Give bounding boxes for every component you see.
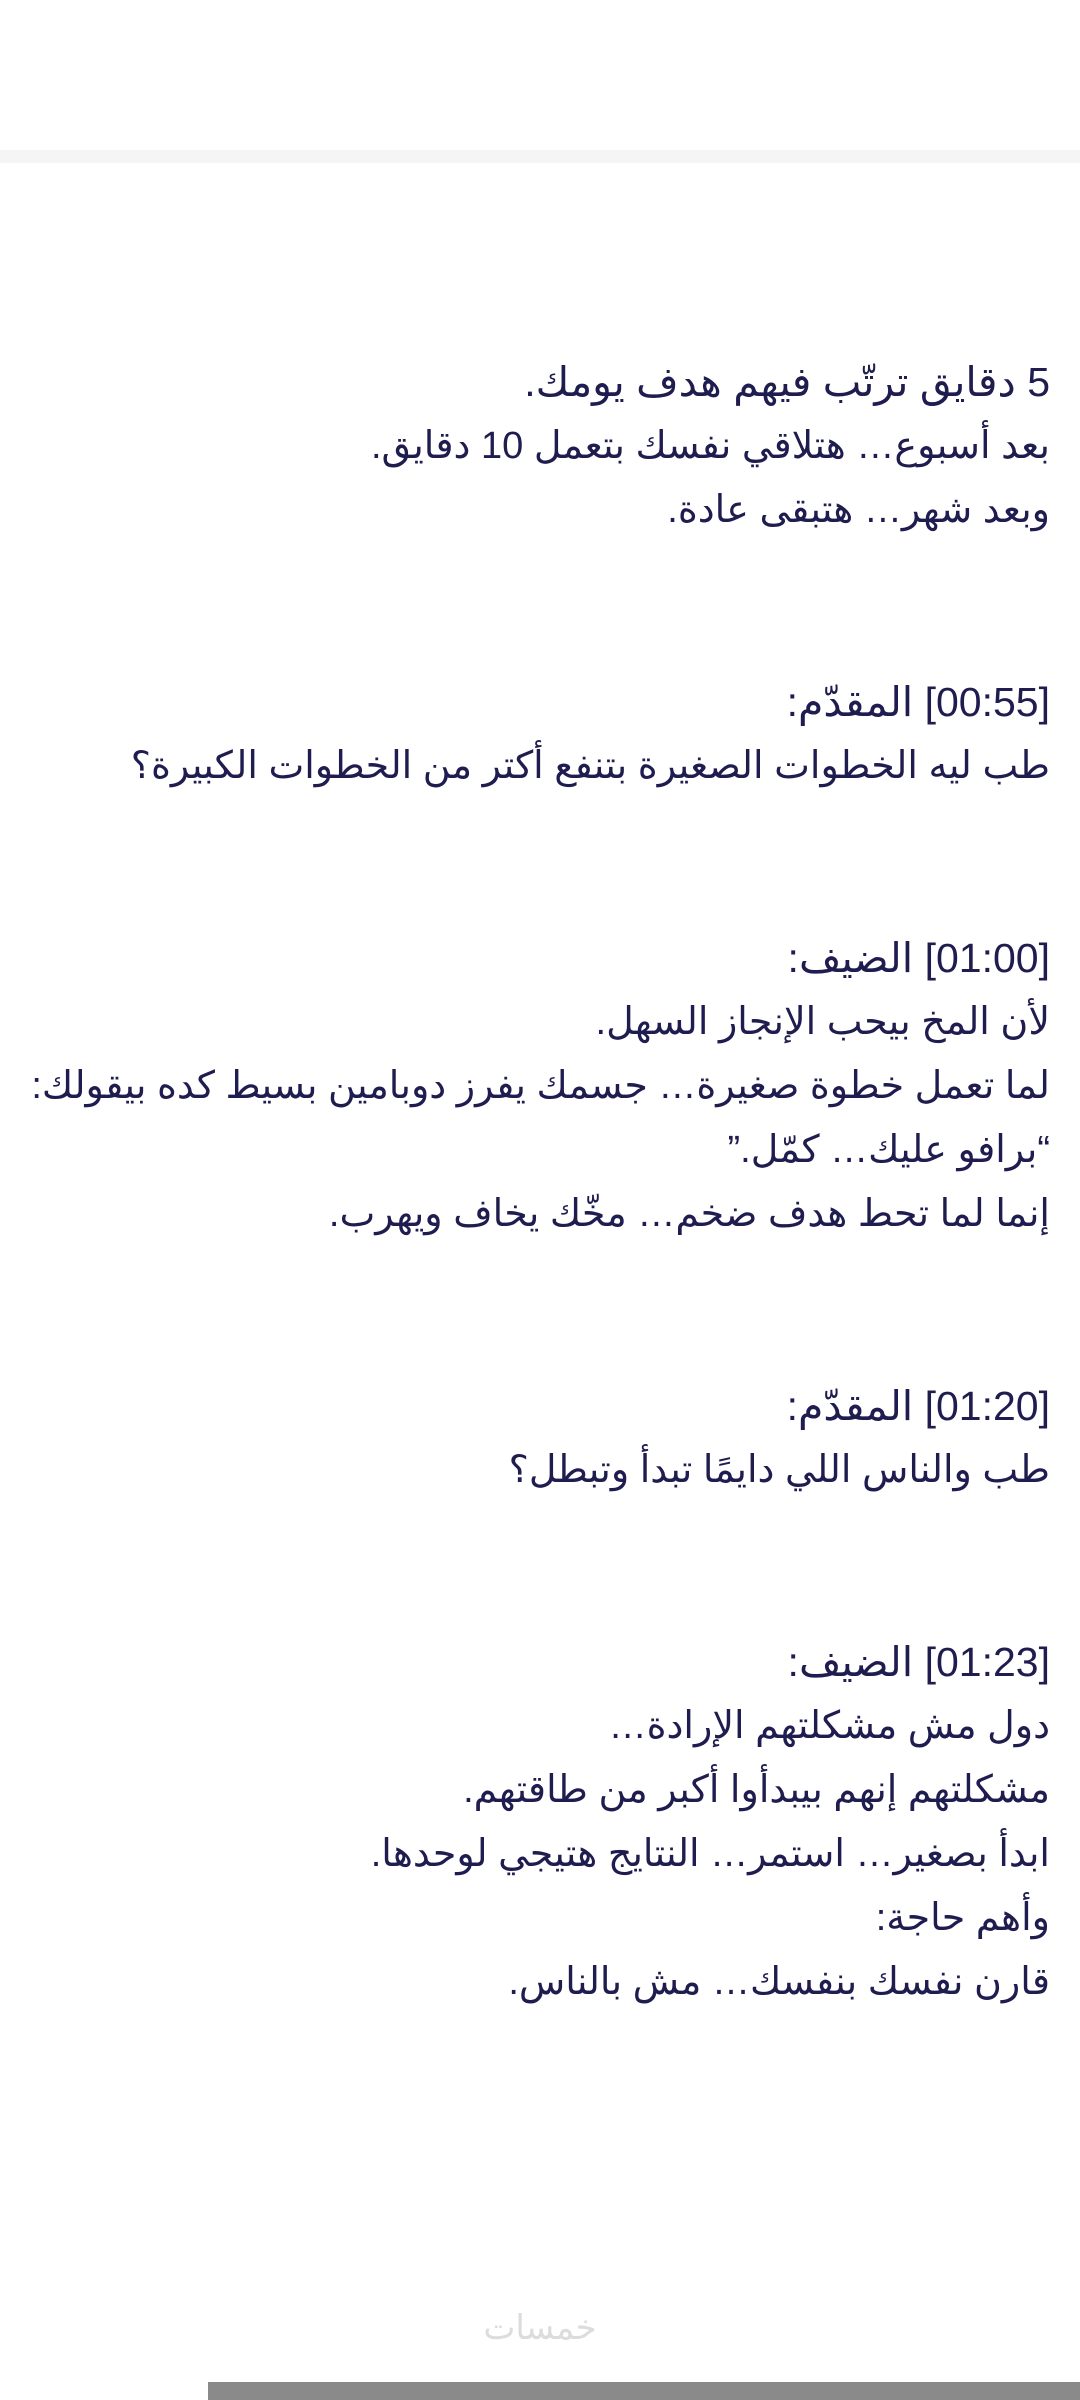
text-block [30,1630,1050,2014]
bottom-progress-bar [208,2382,1080,2400]
speaker-heading: [01:20] المقدّم: [786,1383,1050,1429]
text-line: لما تعمل خطوة صغيرة… جسمك يفرز دوبامين بسيط كده بيقولك: [31,1065,1050,1107]
header-divider [0,150,1080,163]
text-line: إنما لما تحط هدف ضخم… مخّك يخاف ويهرب. [328,1193,1050,1235]
text-line: طب ليه الخطوات الصغيرة بتنفع أكتر من الخطوات الكبيرة؟ [130,745,1050,787]
watermark-logo: خمسات [483,2309,597,2347]
text-block [30,350,1050,542]
text-line: ابدأ بصغير… استمر… النتايج هتيجي لوحدها. [370,1833,1050,1875]
text-block [30,670,1050,798]
text-line: وبعد شهر… هتبقى عادة. [667,489,1050,531]
text-line: طب والناس اللي دايمًا تبدأ وتبطل؟ [508,1449,1050,1491]
text-line: بعد أسبوع… هتلاقي نفسك بتعمل 10 دقايق. [370,425,1050,467]
speaker-heading: [01:23] الضيف: [787,1639,1050,1685]
speaker-heading: [01:00] الضيف: [787,935,1050,981]
text-line: قارن نفسك بنفسك… مش بالناس. [508,1961,1050,2003]
text-block [30,1374,1050,1502]
text-line: 5 دقايق ترتّب فيهم هدف يومك. [524,359,1050,405]
text-line: دول مش مشكلتهم الإرادة… [608,1705,1050,1747]
top-app-bar [0,0,1080,150]
text-block [30,926,1050,1246]
text-line: “برافو عليك… كمّل.” [727,1129,1050,1171]
text-line: لأن المخ بيحب الإنجاز السهل. [595,1001,1050,1043]
article-body [30,350,1050,2014]
text-line: وأهم حاجة: [875,1897,1050,1939]
speaker-heading: [00:55] المقدّم: [786,679,1050,725]
text-line: مشكلتهم إنهم بيبدأوا أكبر من طاقتهم. [463,1769,1050,1811]
